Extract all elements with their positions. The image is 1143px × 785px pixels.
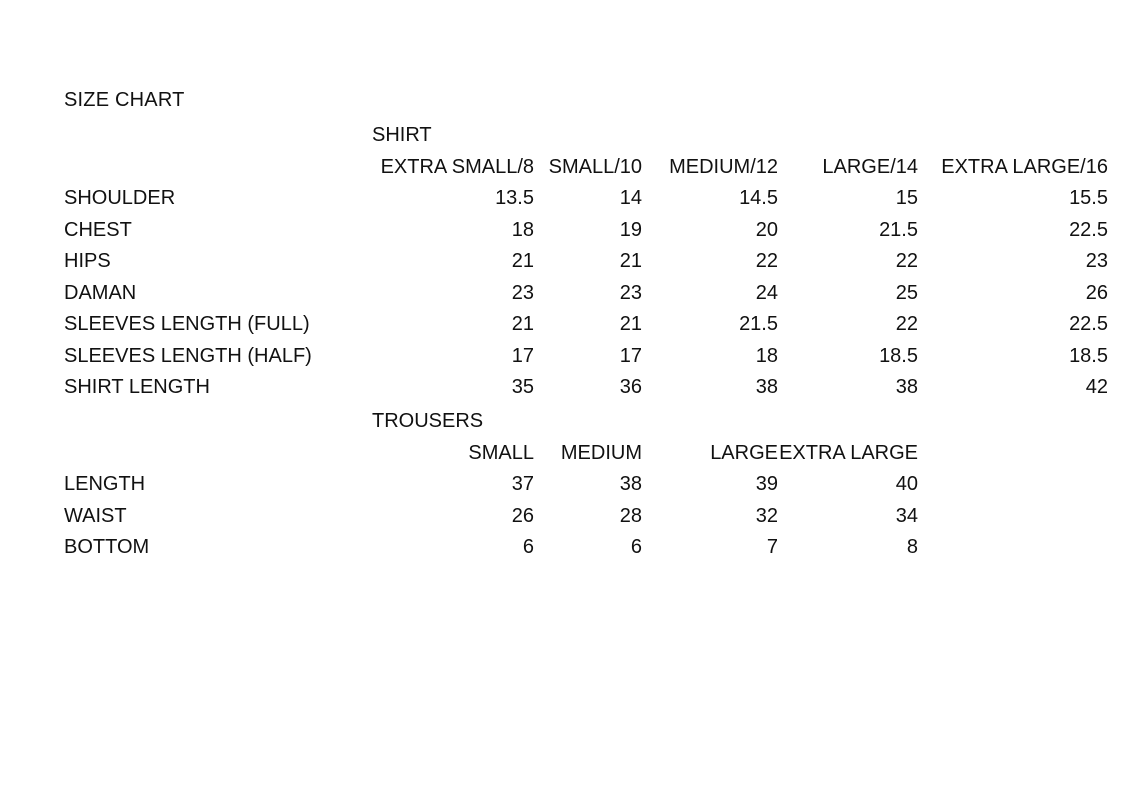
row-value: 26 bbox=[1085, 281, 1108, 304]
shirt-header-large: LARGE/14 bbox=[822, 155, 918, 178]
row-value: 32 bbox=[755, 504, 778, 527]
row-label: CHEST bbox=[64, 218, 132, 241]
table-row bbox=[64, 341, 1108, 373]
row-value: 6 bbox=[630, 536, 642, 559]
row-value: 21 bbox=[511, 313, 534, 336]
row-value: 21 bbox=[619, 250, 642, 273]
trousers-header-medium: MEDIUM bbox=[560, 441, 642, 464]
shirt-header-blank bbox=[64, 152, 371, 184]
row-value: 7 bbox=[766, 536, 778, 559]
row-value: 23 bbox=[619, 281, 642, 304]
row-value: 19 bbox=[619, 218, 642, 241]
trousers-header-blank bbox=[64, 438, 371, 470]
trousers-group-label: TROUSERS bbox=[372, 410, 484, 433]
row-label: BOTTOM bbox=[64, 536, 150, 559]
trousers-size-table-block bbox=[64, 406, 918, 564]
row-value: 25 bbox=[895, 281, 918, 304]
trousers-header-large: LARGE bbox=[710, 441, 778, 464]
row-value: 38 bbox=[755, 376, 778, 399]
shirt-group-header-row bbox=[64, 120, 1108, 152]
row-value: 23 bbox=[511, 281, 534, 304]
table-row bbox=[64, 309, 1108, 341]
table-row bbox=[64, 532, 918, 564]
row-value: 34 bbox=[895, 504, 918, 527]
row-value: 18.5 bbox=[1069, 344, 1108, 367]
row-label: LENGTH bbox=[64, 473, 146, 496]
row-value: 36 bbox=[619, 376, 642, 399]
trousers-header-extra-large: EXTRA LARGE bbox=[779, 441, 918, 464]
row-value: 35 bbox=[511, 376, 534, 399]
row-value: 18 bbox=[511, 218, 534, 241]
row-label: SHOULDER bbox=[64, 187, 176, 210]
row-value: 24 bbox=[755, 281, 778, 304]
row-value: 40 bbox=[895, 473, 918, 496]
row-label: SHIRT LENGTH bbox=[64, 376, 210, 399]
table-row bbox=[64, 469, 918, 501]
row-value: 22.5 bbox=[1069, 313, 1108, 336]
row-label: WAIST bbox=[64, 504, 127, 527]
row-value: 17 bbox=[619, 344, 642, 367]
row-value: 22 bbox=[895, 313, 918, 336]
row-value: 21 bbox=[511, 250, 534, 273]
row-value: 22.5 bbox=[1069, 218, 1108, 241]
row-label: SLEEVES LENGTH (HALF) bbox=[64, 344, 312, 367]
row-value: 20 bbox=[755, 218, 778, 241]
row-label: HIPS bbox=[64, 250, 111, 273]
page-title: SIZE CHART bbox=[64, 89, 185, 111]
row-value: 42 bbox=[1085, 376, 1108, 399]
row-value: 14.5 bbox=[739, 187, 778, 210]
row-value: 26 bbox=[511, 504, 534, 527]
row-value: 18.5 bbox=[879, 344, 918, 367]
table-row bbox=[64, 278, 1108, 310]
shirt-size-table-block bbox=[64, 120, 1108, 404]
row-value: 37 bbox=[511, 473, 534, 496]
row-label: SLEEVES LENGTH (FULL) bbox=[64, 313, 310, 336]
table-row bbox=[64, 215, 1108, 247]
trousers-column-header-row bbox=[64, 438, 918, 470]
shirt-header-small: SMALL/10 bbox=[548, 155, 642, 178]
table-row bbox=[64, 372, 1108, 404]
shirt-header-medium: MEDIUM/12 bbox=[669, 155, 778, 178]
row-value: 28 bbox=[619, 504, 642, 527]
row-value: 21 bbox=[619, 313, 642, 336]
row-label: DAMAN bbox=[64, 281, 137, 304]
row-value: 14 bbox=[619, 187, 642, 210]
trousers-size-table bbox=[64, 406, 918, 564]
row-value: 39 bbox=[755, 473, 778, 496]
row-value: 22 bbox=[755, 250, 778, 273]
row-value: 17 bbox=[511, 344, 534, 367]
row-value: 21.5 bbox=[879, 218, 918, 241]
shirt-group-label: SHIRT bbox=[372, 124, 432, 147]
row-value: 13.5 bbox=[495, 187, 534, 210]
trousers-group-header-row bbox=[64, 406, 918, 438]
row-value: 38 bbox=[895, 376, 918, 399]
row-value: 8 bbox=[906, 536, 918, 559]
shirt-header-extra-small: EXTRA SMALL/8 bbox=[380, 155, 534, 178]
shirt-header-extra-large: EXTRA LARGE/16 bbox=[941, 155, 1108, 178]
table-row bbox=[64, 501, 918, 533]
row-value: 15.5 bbox=[1069, 187, 1108, 210]
trousers-header-small: SMALL bbox=[468, 441, 534, 464]
shirt-size-table bbox=[64, 120, 1108, 404]
row-value: 15 bbox=[895, 187, 918, 210]
row-value: 23 bbox=[1085, 250, 1108, 273]
row-value: 21.5 bbox=[739, 313, 778, 336]
row-value: 38 bbox=[619, 473, 642, 496]
table-row bbox=[64, 246, 1108, 278]
row-value: 6 bbox=[522, 536, 534, 559]
shirt-column-header-row bbox=[64, 152, 1108, 184]
row-value: 18 bbox=[755, 344, 778, 367]
table-row bbox=[64, 183, 1108, 215]
row-value: 22 bbox=[895, 250, 918, 273]
